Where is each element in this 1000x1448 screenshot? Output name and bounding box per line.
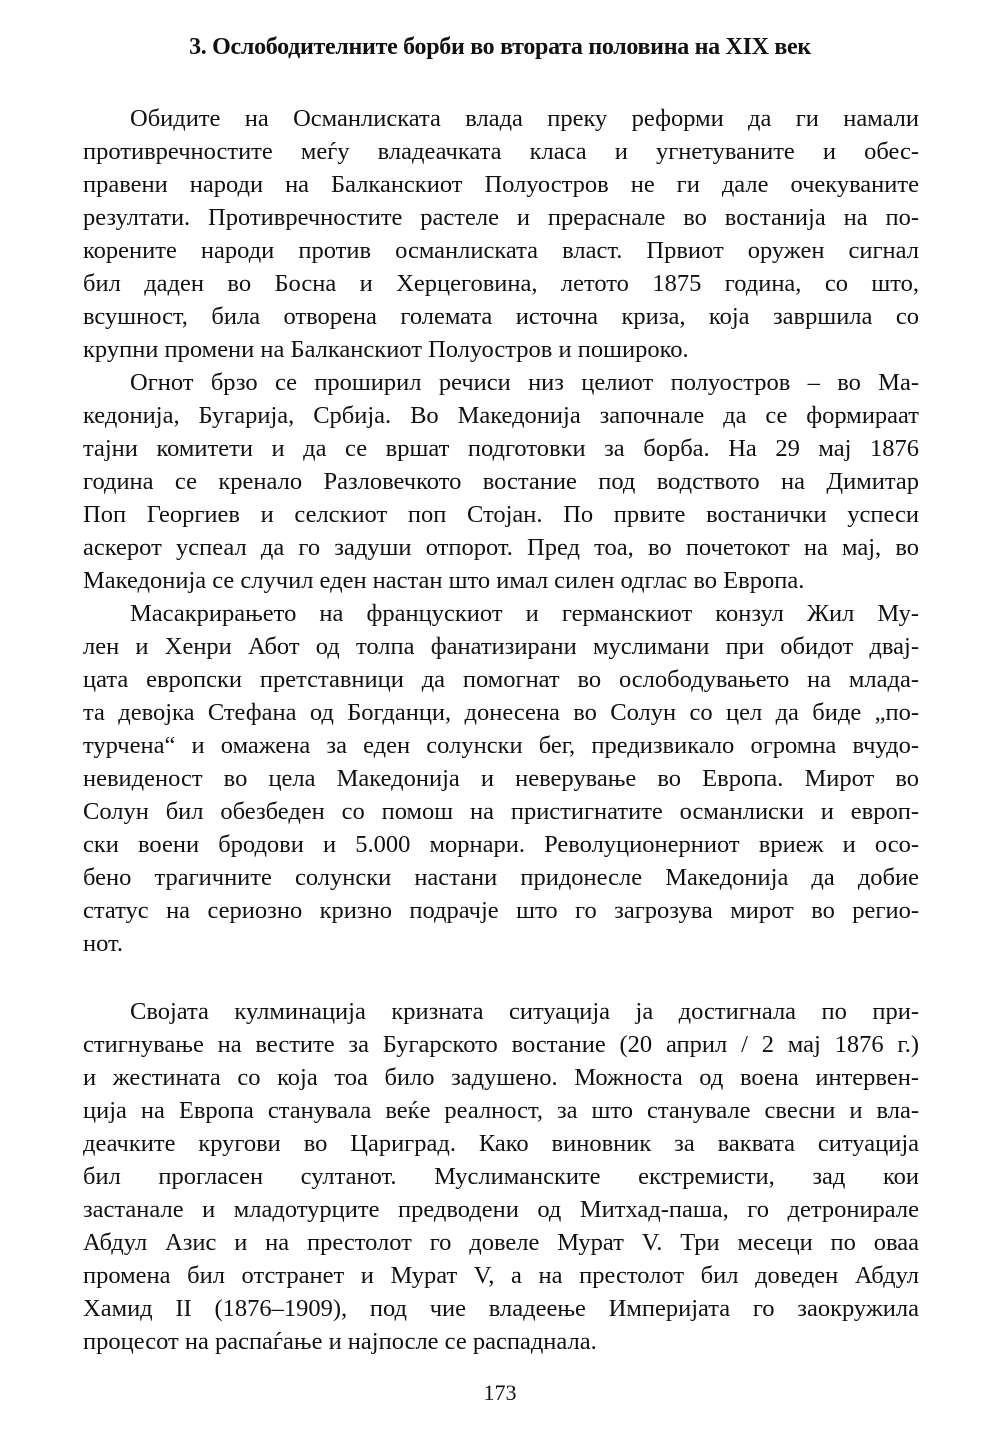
text-line: промена бил отстранет и Мурат V, а на престолот бил доведен Абдул (83, 1262, 919, 1289)
text-line: кедонија, Бугарија, Србија. Во Македонија започнале да се формираат (83, 402, 919, 429)
paragraph (83, 102, 919, 366)
text-line: бил прогласен султанот. Муслиманските екстремисти, зад кои (83, 1163, 919, 1190)
text-line: всушност, била отворена големата источна криза, која завршила со (83, 303, 919, 330)
text-line: ција на Европа станувала веќе реалност, за што станувале свесни и вла- (83, 1097, 919, 1124)
text-line: нот. (83, 930, 124, 957)
text-line: Абдул Азис и на престолот го довеле Мурат V. Три месеци по оваа (83, 1229, 919, 1256)
section-title: 3. Ослободителните борби во втората половина на XIX век (189, 34, 811, 60)
text-line: процесот на распаѓање и најпосле се распаднала. (83, 1328, 597, 1355)
paragraph (83, 366, 919, 597)
text-line: година се кренало Разловечкото востание под водството на Димитар (83, 468, 919, 495)
text-line: резултати. Противречностите растеле и прераснале во востанија на по- (83, 204, 919, 231)
paragraph (83, 597, 919, 960)
paragraph (83, 995, 919, 1358)
text-line: Солун бил обезбеден со помош на пристигнатите османлиски и европ- (83, 798, 919, 825)
text-line: тајни комитети и да се вршат подготовки за борба. На 29 мај 1876 (83, 435, 919, 462)
text-line: Својата кулминација кризната ситуација ја достигнала по при- (130, 998, 919, 1025)
text-line: бено трагичните солунски настани придонесле Македонија да добие (83, 864, 919, 891)
text-line: Огнот брзо се проширил речиси низ целиот полуостров – во Ма- (130, 369, 919, 396)
text-line: противречностите меѓу владеачката класа и угнетуваните и обес- (83, 138, 919, 165)
text-line: Масакрирањето на францускиот и германскиот конзул Жил Му- (130, 600, 919, 627)
text-line: правени народи на Балканскиот Полуостров не ги дале очекуваните (83, 171, 919, 198)
page-number: 173 (483, 1380, 517, 1405)
text-line: Македонија се случил еден настан што имал силен одглас во Европа. (83, 567, 805, 594)
text-line: цата европски претставници да помогнат во ослободувањето на млада- (83, 666, 919, 693)
text-line: Обидите на Османлиската влада преку реформи да ги намали (130, 105, 919, 132)
text-line: ски воени бродови и 5.000 морнари. Револуционерниот вриеж и осо- (83, 831, 919, 858)
body-text (83, 102, 919, 1358)
text-line: аскерот успеал да го задуши отпорот. Пред тоа, во почетокот на мај, во (83, 534, 919, 561)
text-line: статус на сериозно кризно подрачје што го загрозува мирот во регио- (83, 897, 919, 924)
text-line: и жестината со која тоа било задушено. Можноста од воена интервен- (83, 1064, 919, 1091)
text-line: та девојка Стефана од Богданци, донесена во Солун со цел да биде „по- (83, 699, 919, 726)
text-line: невиденост во цела Македонија и неверување во Европа. Мирот во (83, 765, 919, 792)
text-line: крупни промени на Балканскиот Полуостров и пошироко. (83, 336, 689, 363)
text-line: застанале и младотурците предводени од Митхад-паша, го детронирале (83, 1196, 919, 1223)
text-line: Поп Георгиев и селскиот поп Стојан. По првите востанички успеси (83, 501, 919, 528)
text-line: Хамид II (1876–1909), под чие владеење Империјата го заокружила (83, 1295, 919, 1322)
text-line: турчена“ и омажена за еден солунски бег, предизвикало огромна вчудо- (83, 732, 919, 759)
text-line: бил даден во Босна и Херцеговина, летото 1875 година, со што, (83, 270, 919, 297)
text-line: деачките кругови во Цариград. Како виновник за ваквата ситуација (83, 1130, 919, 1157)
text-line: стигнување на вестите за Бугарското востание (20 април / 2 мај 1876 г.) (83, 1031, 919, 1058)
text-line: лен и Хенри Абот од толпа фанатизирани муслимани при обидот двај- (83, 633, 919, 660)
text-line: корените народи против османлиската власт. Првиот оружен сигнал (83, 237, 919, 264)
